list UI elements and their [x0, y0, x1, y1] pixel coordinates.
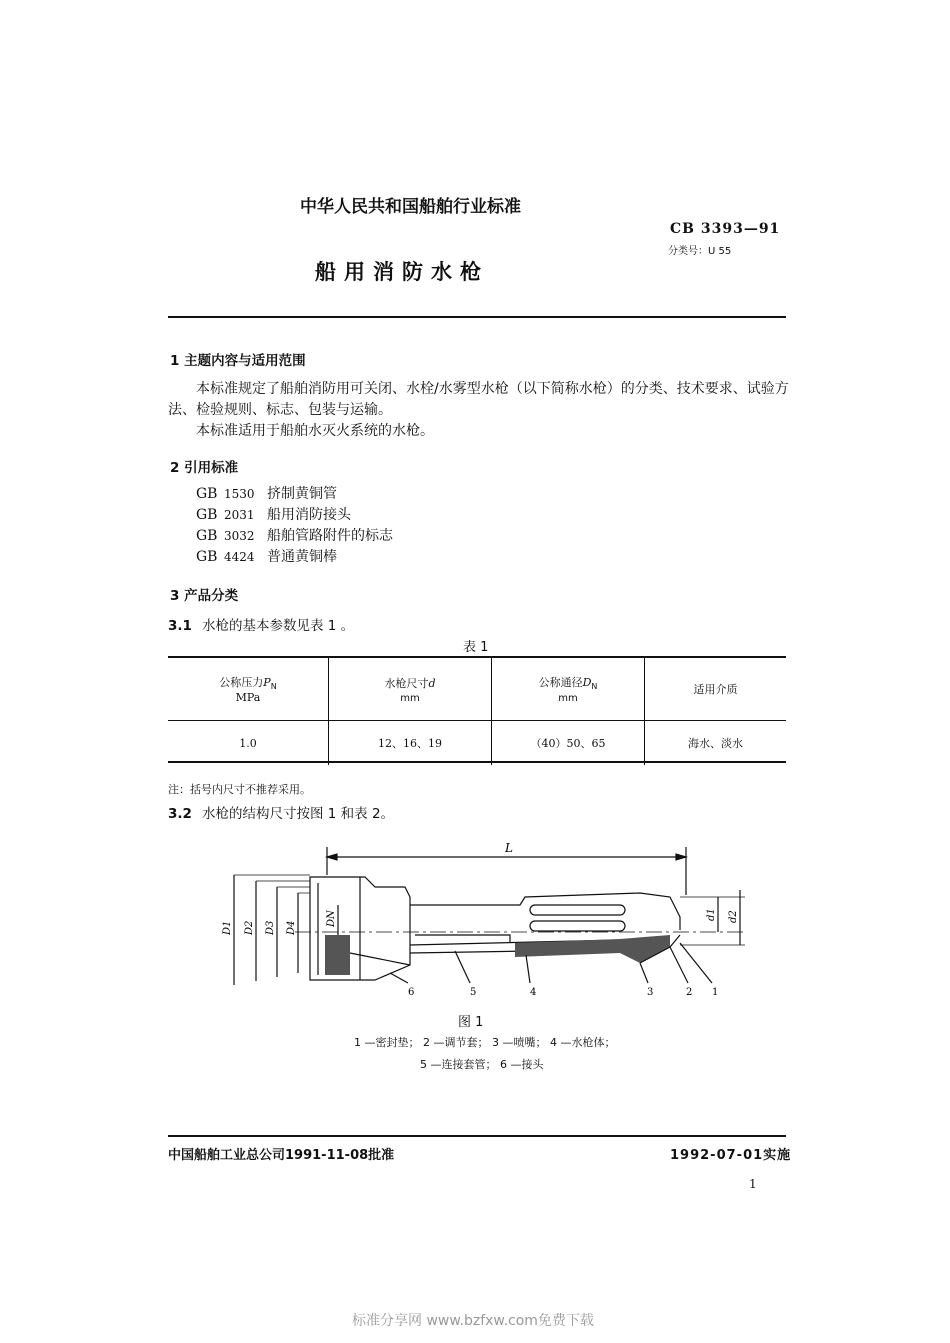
cell-pressure: 1.0: [239, 736, 257, 750]
reference-name: 挤制黄铜管: [267, 486, 337, 502]
header-size-symbol: d: [428, 676, 436, 690]
table-1-caption: 表 1: [463, 640, 489, 655]
header-rule: [168, 316, 786, 318]
leader-2: [670, 947, 688, 983]
header-pressure-unit: MPa: [235, 691, 261, 705]
reference-code: GB: [196, 528, 218, 544]
reference-number: 3032: [224, 529, 255, 543]
clause-3-2-number: 3.2: [168, 806, 192, 822]
figure-legend-line2: 5 —连接套管； 6 —接头: [420, 1058, 544, 1071]
table-header-pressure: [168, 658, 329, 721]
callout-2: 2: [686, 987, 693, 998]
section-3-heading: 3 产品分类: [170, 588, 239, 604]
clause-3-1-number: 3.1: [168, 618, 192, 634]
dim-D1-label: D1: [222, 920, 233, 935]
coupling-section-fill: [325, 935, 350, 975]
reference-item: [196, 505, 393, 526]
table-header-bore: [492, 658, 645, 721]
figure-legend-line1: 1 —密封垫； 2 —调节套； 3 —喷嘴； 4 —水枪体；: [354, 1036, 616, 1049]
barrel-slot-2: [530, 921, 625, 931]
cell-size: 12、16、19: [329, 721, 492, 766]
standard-number: CB 3393—91: [670, 221, 781, 237]
reference-item: [196, 547, 393, 568]
barrel-bore-line: [415, 935, 510, 943]
dim-DN-label: DN: [326, 910, 337, 927]
document-title: 船用消防水枪: [315, 260, 489, 284]
table-note: 注：括号内尺寸不推荐采用。: [168, 783, 311, 796]
cell-bore: （40）50、65: [492, 721, 645, 766]
callout-6: 6: [408, 987, 415, 998]
page-number: 1: [749, 1177, 757, 1191]
reference-code: GB: [196, 507, 218, 523]
table-header-row: [168, 658, 786, 721]
reference-name: 普通黄铜棒: [267, 549, 337, 565]
header-pressure-subscript: N: [270, 682, 277, 692]
leader-4: [526, 955, 530, 983]
figure-1-caption: 图 1: [458, 1015, 484, 1030]
reference-number: 4424: [224, 550, 255, 564]
header-bore-label: 公称通径: [538, 675, 583, 689]
reference-item: [196, 526, 393, 547]
classification-number: 分类号：U 55: [668, 246, 732, 257]
section-1-heading: 1 主题内容与适用范围: [170, 353, 306, 369]
figure-1-nozzle-drawing: [200, 835, 760, 1000]
dim-L-arrow-left: [327, 854, 337, 860]
callout-3: 3: [647, 987, 654, 998]
dim-D3-label: D3: [265, 920, 276, 935]
header-size-unit: mm: [400, 692, 420, 704]
dim-L-arrow-right: [676, 854, 686, 860]
section-1-para2: 本标准适用于船舶水灭火系统的水枪。: [196, 423, 434, 439]
dim-D2-label: D2: [244, 920, 255, 935]
header-medium-label: 适用介质: [693, 683, 738, 696]
org-title: 中华人民共和国船舶行业标准: [300, 197, 521, 217]
table-1: [168, 658, 786, 765]
approval-statement: 中国船舶工业总公司1991-11-08批准: [168, 1148, 395, 1163]
header-bore-symbol: D: [582, 675, 592, 689]
reference-list: [196, 484, 393, 568]
reference-name: 船舶管路附件的标志: [267, 528, 393, 544]
header-pressure-symbol: P: [263, 675, 271, 689]
reference-code: GB: [196, 549, 218, 565]
footer-rule: [168, 1135, 786, 1137]
header-size-label: 水枪尺寸: [384, 676, 429, 690]
callout-1: 1: [712, 987, 719, 998]
leader-3: [640, 963, 648, 983]
section-2-heading: 2 引用标准: [170, 460, 239, 476]
barrel-top: [410, 893, 680, 930]
header-bore-unit: mm: [558, 693, 578, 705]
coupling-taper: [350, 953, 410, 965]
reference-item: [196, 484, 393, 505]
table-header-medium: [645, 658, 787, 721]
callout-4: 4: [530, 987, 537, 998]
watermark: 标准分享网 www.bzfxw.com免费下载: [352, 1313, 594, 1329]
table-header-size: [329, 658, 492, 721]
table-row: [168, 721, 786, 766]
reference-number: 1530: [224, 487, 255, 501]
reference-name: 船用消防接头: [267, 507, 351, 523]
callout-5: 5: [470, 987, 477, 998]
header-bore-subscript: N: [591, 682, 598, 692]
header-pressure-label: 公称压力: [219, 675, 264, 689]
clause-3-2: [168, 802, 394, 822]
leader-6: [390, 973, 408, 983]
nozzle-section-fill: [620, 935, 670, 963]
reference-number: 2031: [224, 508, 255, 522]
leader-5: [455, 951, 470, 983]
section-1-para-line1: 本标准规定了船舶消防用可关闭、水栓/水雾型水枪（以下简称水枪）的分类、技术要求、试验方: [196, 381, 789, 397]
dim-d1-label: d1: [706, 908, 717, 921]
clause-3-2-text: 水枪的结构尺寸按图 1 和表 2。: [202, 806, 395, 822]
section-1-para-line2: 法、检验规则、标志、包装与运输。: [168, 402, 392, 418]
table-bottom-rule: [168, 761, 786, 763]
reference-code: GB: [196, 486, 218, 502]
clause-3-1-text: 水枪的基本参数见表 1 。: [202, 618, 355, 634]
dim-d2-label: d2: [728, 910, 739, 923]
effective-date: 1992-07-01实施: [670, 1148, 792, 1163]
dim-L-label: L: [505, 841, 513, 855]
cell-medium: 海水、淡水: [645, 721, 787, 766]
barrel-slot-1: [530, 905, 625, 915]
clause-3-1: [168, 614, 354, 634]
dim-D4-label: D4: [286, 920, 297, 935]
